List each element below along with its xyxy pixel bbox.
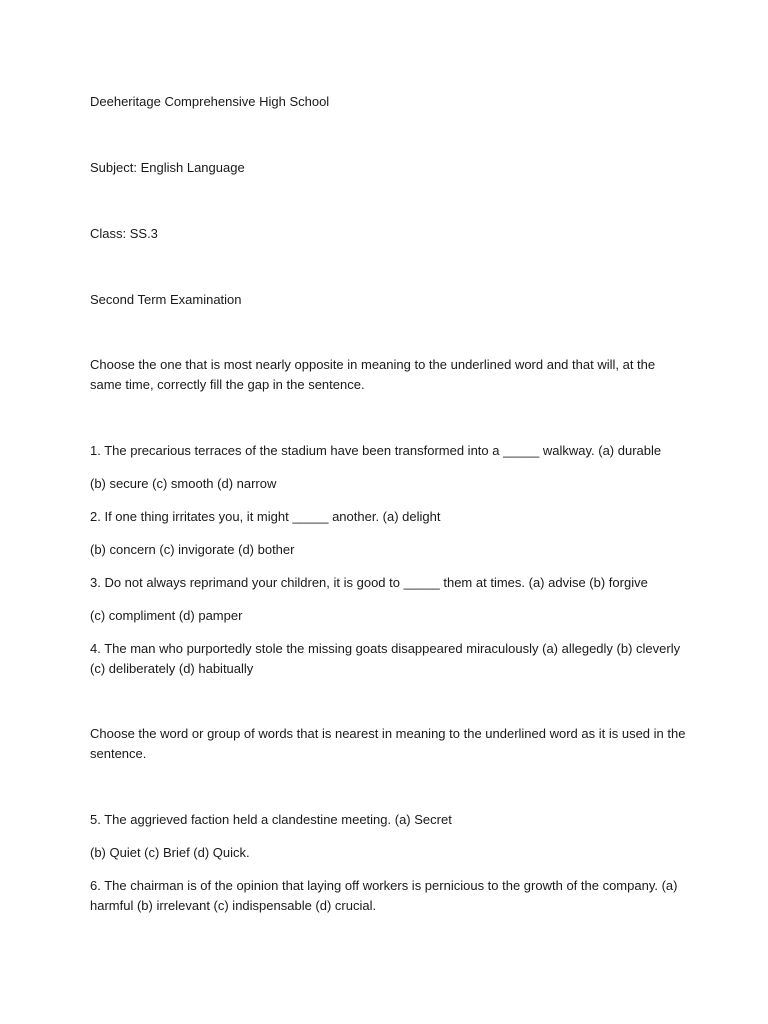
section-b-instruction: Choose the word or group of words that is nearest in meaning to the underlined word as it is used in the sentence.	[90, 726, 690, 761]
subject-line: Subject: English Language	[90, 160, 245, 175]
question-1-line-1: 1. The precarious terraces of the stadium have been transformed into a _____ walkway. (a) durable	[90, 443, 662, 458]
question-1-line-2: (b) secure (c) smooth (d) narrow	[90, 476, 277, 491]
question-3-line-1: 3. Do not always reprimand your children, it is good to _____ them at times. (a) advise (b) forgive	[90, 575, 648, 590]
class-line: Class: SS.3	[90, 226, 158, 241]
question-2-line-2: (b) concern (c) invigorate (d) bother	[90, 542, 295, 557]
question-5-line-1: 5. The aggrieved faction held a clandestine meeting. (a) Secret	[90, 812, 452, 827]
question-3-line-2: (c) compliment (d) pamper	[90, 608, 243, 623]
school-name: Deeheritage Comprehensive High School	[90, 94, 330, 109]
section-a-instruction: Choose the one that is most nearly opposite in meaning to the underlined word and that will, at the same time, correctly fill the gap in the sentence.	[90, 357, 659, 392]
exam-title: Second Term Examination	[90, 292, 242, 307]
question-5-line-2: (b) Quiet (c) Brief (d) Quick.	[90, 845, 250, 860]
question-2-line-1: 2. If one thing irritates you, it might _____ another. (a) delight	[90, 509, 441, 524]
question-4: 4. The man who purportedly stole the missing goats disappeared miraculously (a) allegedly (b) cleverly (c) deliberately (d) habitually	[90, 641, 684, 676]
question-6: 6. The chairman is of the opinion that laying off workers is pernicious to the growth of the company. (a) harmful (b) irrelevant (c) indispensable (d) crucial.	[90, 878, 682, 913]
